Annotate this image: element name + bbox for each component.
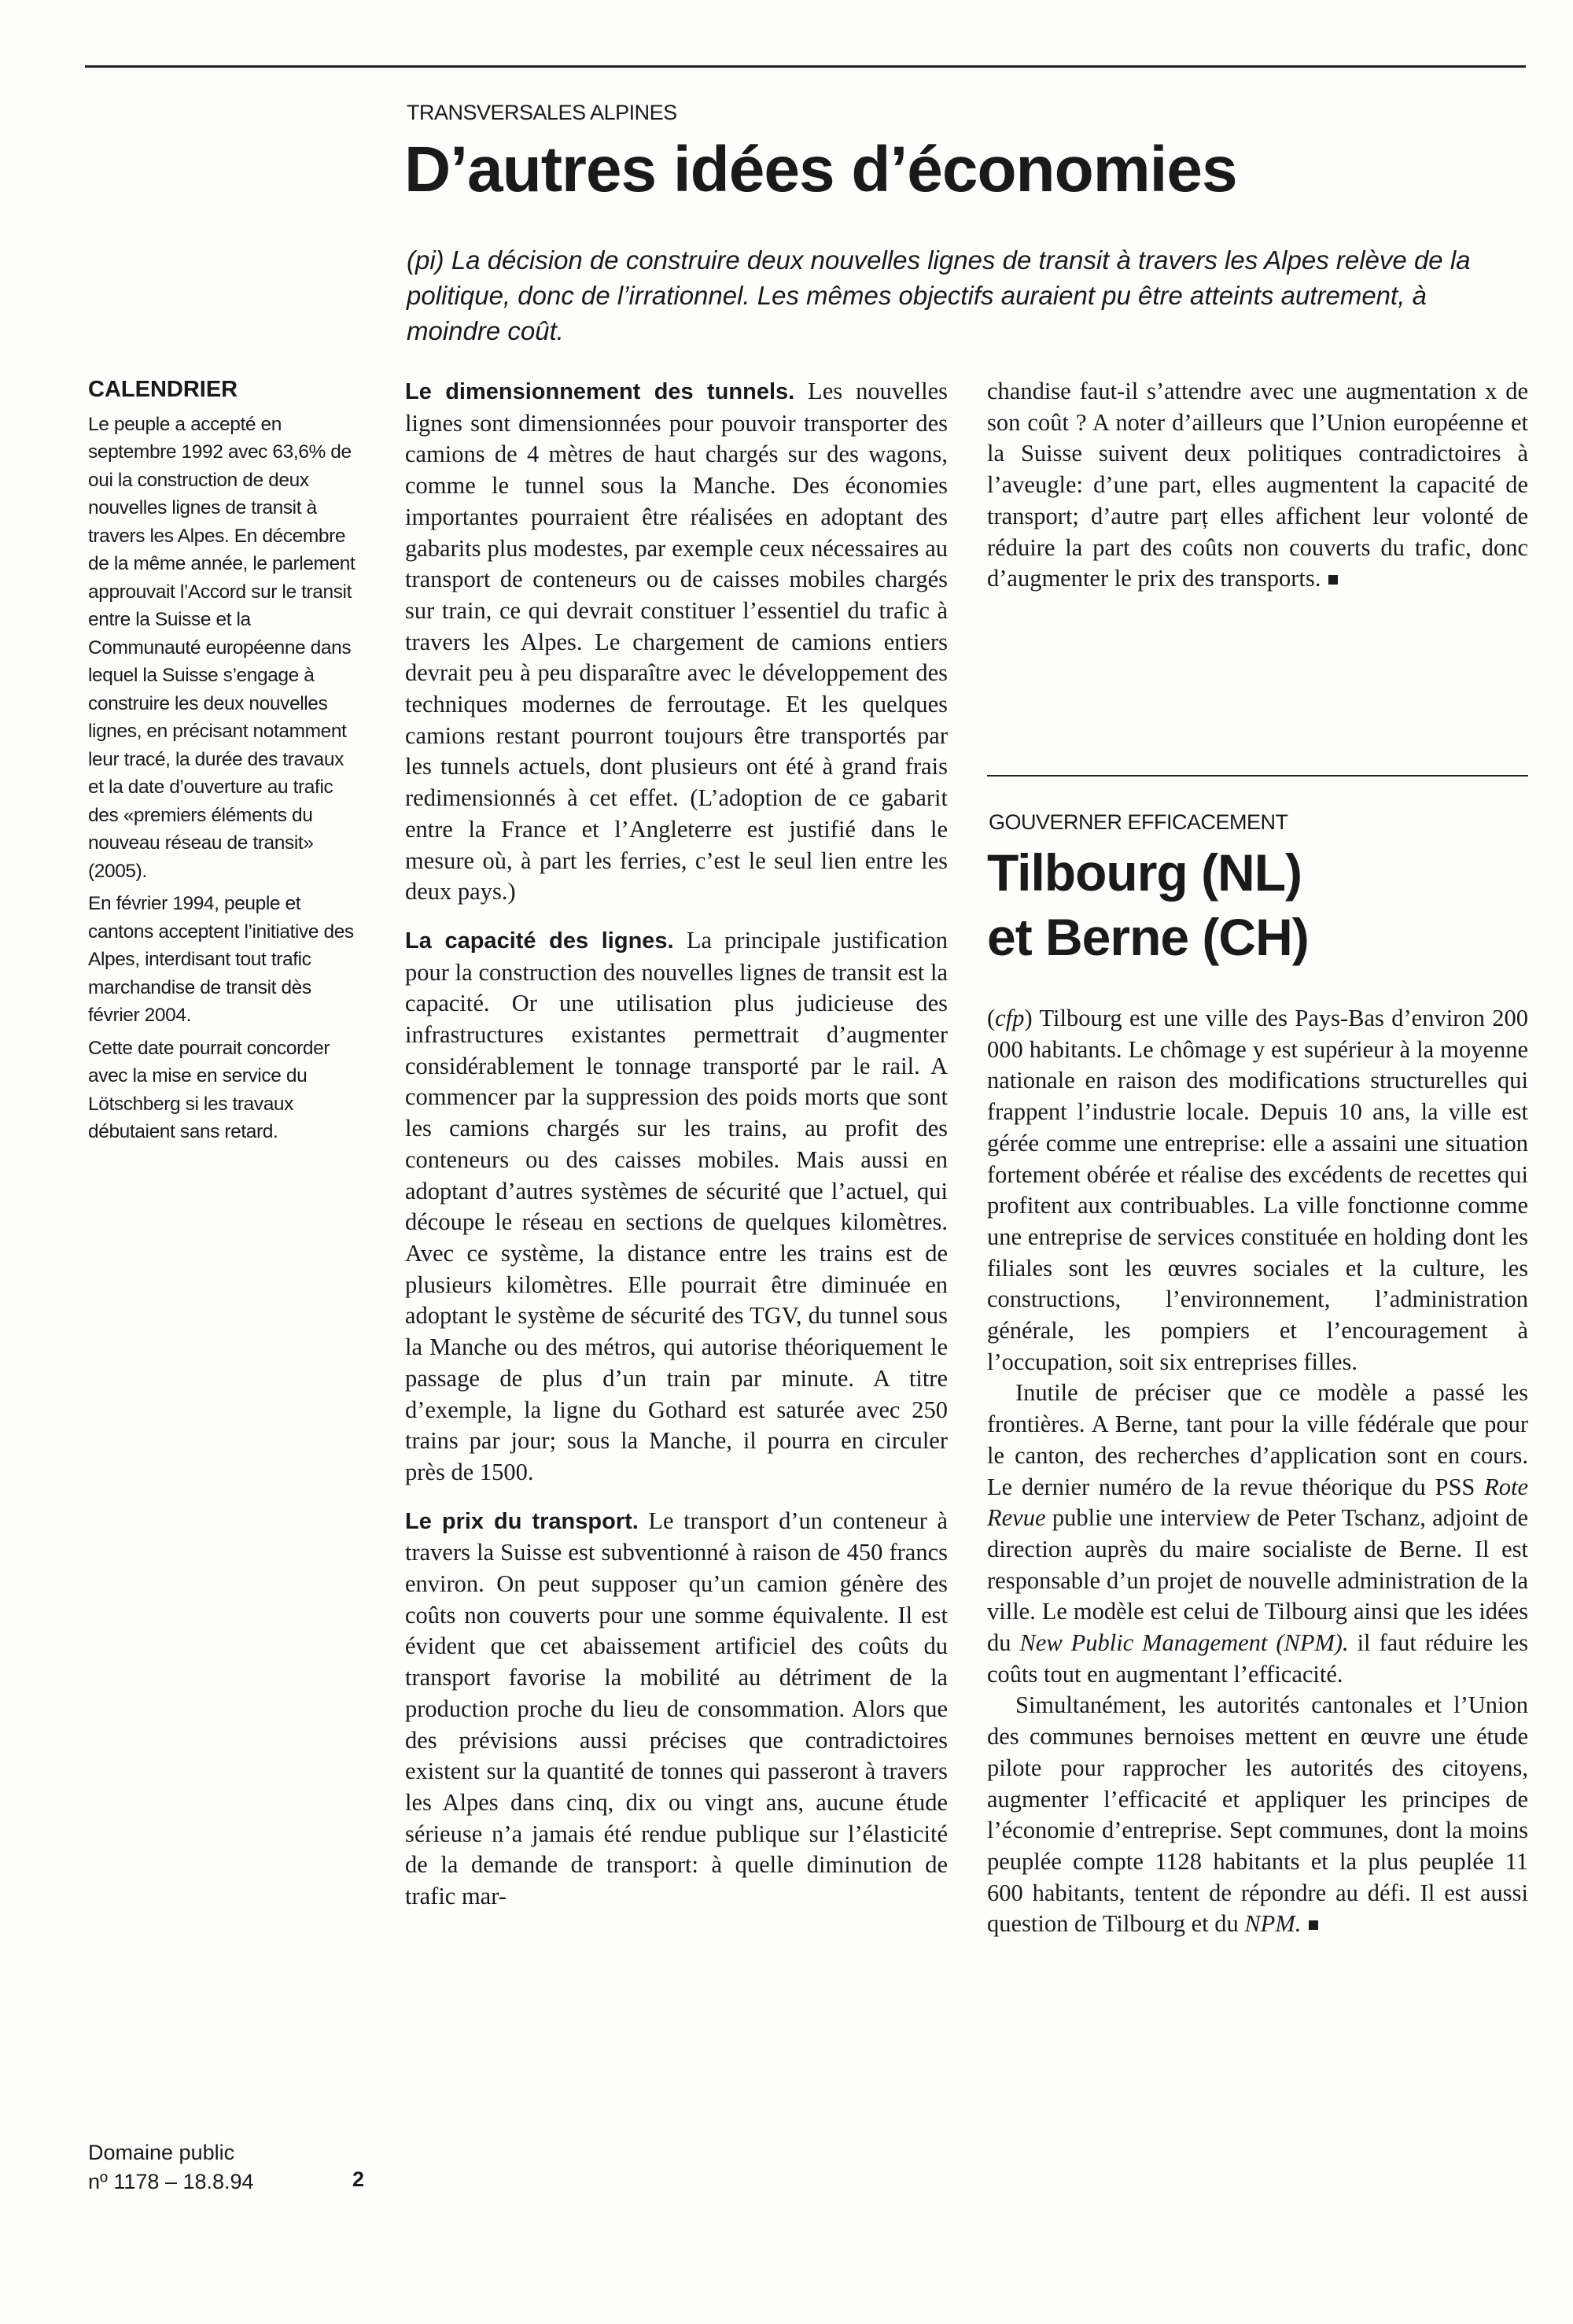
article-section-continued xyxy=(987,376,1528,595)
issue-number: nº 1178 – 18.8.94 xyxy=(88,2170,254,2193)
article2-paragraph: Simultanément, les autorités cantonales et l’Union des communes bernoises mettent en œuvre une étude pilote pour rapprocher les autorités des citoyens, augmenter l’efficacité et appliquer les principes de l’économie d’entreprise. Sept communes, dont la moins peuplée compte 1128 habitants et la plus peuplée 11 600 habitants, tentent de répondre au défi. Il est aussi question de Tilbourg et du NPM. xyxy=(987,1691,1528,1938)
article-section xyxy=(405,1506,948,1913)
article2-paragraph: (cfp) Tilbourg est une ville des Pays-Bas d’environ 200 000 habitants. Le chômage y est supérieur à la moyenne nationale en raison des modifications structurelles qui frappent l’industrie locale. Depuis 10 ans, la ville est gérée comme une entreprise: elle a assaini une situation fortement obérée et réalise des excédents de recettes qui profitent aux contribuables. La ville fonctionne comme une entreprise de services constituée en holding dont les filiales sont les œuvres sociales et la culture, les constructions, l’environnement, l’administration générale, les pompiers et l’encouragement à l’occupation, soit six entreprises filles. xyxy=(987,1005,1529,1375)
top-rule xyxy=(85,65,1526,68)
sidebar-paragraph: En février 1994, peuple et cantons acceptent l’initiative des Alpes, interdisant tout trafic marchandise de transit dès février 2004. xyxy=(88,893,354,1026)
page-number: 2 xyxy=(352,2167,365,2191)
article2-paragraph: Inutile de préciser que ce modèle a passé les frontières. A Berne, tant pour la ville fédérale que pour le canton, des recherches d’application sont en cours. Le dernier numéro de la revue théorique du PSS Rote Revue publie une interview de Peter Tschanz, adjoint de direction auprès du maire socialiste de Berne. Il est responsable d’un projet de nouvelle administration de la ville. Le modèle est celui de Tilbourg ainsi que les idées du New Public Management (NPM). il faut réduire les coûts tout en augmentant l’efficacité. xyxy=(987,1379,1529,1688)
article-divider xyxy=(987,775,1528,777)
sidebar-heading: CALENDRIER xyxy=(88,377,238,402)
article-section xyxy=(405,376,948,908)
section-heading: Le dimensionnement des tunnels. xyxy=(405,379,795,404)
article2-title-line: Tilbourg (NL) xyxy=(987,843,1302,902)
end-of-article-mark xyxy=(1309,1920,1318,1930)
article-lead: (pi) La décision de construire deux nouvelles lignes de transit à travers les Alpes relève de la politique, donc de l’irrationnel. Les mêmes objectifs auraient pu être atteints autrement, à moindre coût. xyxy=(407,245,1471,345)
article2-column xyxy=(987,1003,1528,1940)
article-column-1 xyxy=(405,376,948,1913)
review-name: Rote Revue xyxy=(987,1473,1529,1532)
publication-footer xyxy=(88,2138,254,2197)
section-text: chandise faut-il s’attendre avec une augmentation x de son coût ? A noter d’ailleurs que l’Union européenne et la Suisse suivent deux politiques contradictoires à l’aveugle: d’une part, elles augmentent la capacité de transport; d’autre parț elles affichent leur volonté de réduire la part des coûts non couverts du trafic, donc d’augmenter le prix des transports. xyxy=(987,378,1528,592)
article2-title-line: et Berne (CH) xyxy=(987,908,1309,966)
npm-term: NPM. xyxy=(1244,1910,1302,1938)
end-of-article-mark xyxy=(1328,575,1338,585)
sidebar-calendar xyxy=(88,376,363,1151)
article-column-2 xyxy=(987,376,1528,595)
sidebar-paragraph: Le peuple a accepté en septembre 1992 avec 63,6% de oui la construction de deux nouvelles lignes de transit à travers les Alpes. En décembre de la même année, le parlement approuvait l’Accord sur le transit entre la Suisse et la Communauté européenne dans lequel la Suisse s’engage à construire les deux nouvelles lignes, en précisant notamment leur tracé, la durée des travaux et la date d’ouverture au trafic des «premiers éléments du nouveau réseau de transit» (2005). xyxy=(88,413,355,882)
section-text: La principale justification pour la construction des nouvelles lignes de transit est la capacité. Or une utilisation plus judicieuse des infrastructures existantes permettrait d’augmenter considérablement le tonnage transporté par le rail. A commencer par la suppression des poids morts que sont les camions chargés sur les trains, au profit des conteneurs ou des caisses mobiles. Mais aussi en adoptant d’autres systèmes de sécurité que l’actuel, qui découpe le réseau en sections de quelques kilomètres. Avec ce système, la distance entre les trains est de plusieurs kilomètres. Elle pourrait être diminuée en adoptant le système de sécurité des TGV, du tunnel sous la Manche ou des métros, qui autorise théoriquement le passage de plus d’un train par minute. A titre d’exemple, la ligne du Gothard est saturée avec 250 trains par jour; sous la Manche, il pourra en circuler près de 1500. xyxy=(405,926,948,1485)
npm-term: New Public Management (NPM). xyxy=(1019,1629,1349,1657)
article2-source: cfp xyxy=(995,1005,1025,1031)
publication-name: Domaine public xyxy=(88,2141,235,2164)
article-kicker: TRANSVERSALES ALPINES xyxy=(407,101,677,124)
section-text: Le transport d’un conteneur à travers la Suisse est subventionné à raison de 450 francs environ. On peut supposer qu’un camion génère des coûts non couverts pour une somme équivalente. Il est évident que cet abaissement artificiel des coûts du transport favorise la mobilité au détriment de la production proche du lieu de consommation. Alors que des prévisions aussi précises que contradictoires existent sur la quantité de tonnes qui passeront à travers les Alpes dans cinq, dix ou vingt ans, aucune étude sérieuse n’a jamais été rendue publique sur l’élasticité de la demande de transport: à quelle diminution de trafic mar- xyxy=(405,1507,948,1910)
sidebar-paragraph: Cette date pourrait concorder avec la mise en service du Lötschberg si les travaux débutaient sans retard. xyxy=(88,1037,330,1142)
section-heading: Le prix du transport. xyxy=(405,1508,639,1534)
section-text: Les nouvelles lignes sont dimensionnées pour pouvoir transporter des camions de 4 mètres de haut chargés sur des wagons, comme le tunnel sous la Manche. Des économies importantes pourraient être réalisées en adoptant des gabarits plus modestes, par exemple ceux nécessaires au transport de conteneurs ou de caisses mobiles chargés sur train, ce qui devrait constituer l’essentiel du trafic à travers les Alpes. Le chargement de camions entiers devrait peu à peu disparaître avec le développement des techniques modernes de ferroutage. Et les quelques camions restant pourront toujours être transportés par les tunnels actuels, dont plusieurs ont été à grand frais redimensionnés à cet effet. (L’adoption de ce gabarit entre la France et l’Angleterre est justifié dans le mesure où, à part les ferries, c’est le seul lien entre les deux pays.) xyxy=(405,378,948,906)
article2-title xyxy=(987,840,1309,969)
article-section xyxy=(405,925,948,1488)
section-heading: La capacité des lignes. xyxy=(405,928,674,954)
article2-kicker: GOUVERNER EFFICACEMENT xyxy=(989,810,1288,834)
article-title: D’autres idées d’économies xyxy=(404,134,1237,205)
